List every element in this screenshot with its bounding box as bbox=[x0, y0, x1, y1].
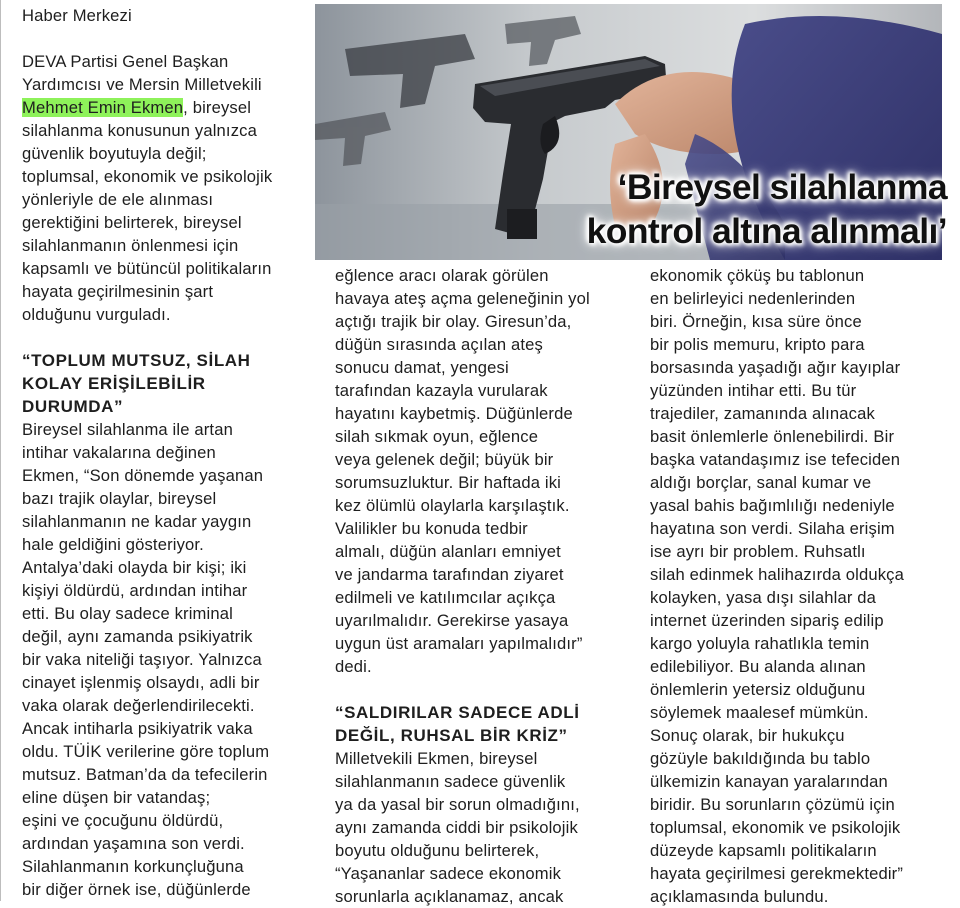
body-line: sorumsuzluktur. Bir haftada iki bbox=[335, 473, 561, 492]
body-line: değil, aynı zamanda psikiyatrik bbox=[22, 627, 253, 646]
body-line: Ancak intiharla psikiyatrik vaka bbox=[22, 719, 253, 738]
section-heading: “TOPLUM MUTSUZ, SİLAH bbox=[22, 351, 251, 370]
headline-line-1: ‘Bireysel silahlanma bbox=[617, 167, 947, 207]
body-line: biri. Örneğin, kısa süre önce bbox=[650, 312, 862, 331]
body-line: trajediler, zamanında alınacak bbox=[650, 404, 875, 423]
body-line: Ekmen, “Son dönemde yaşanan bbox=[22, 466, 264, 485]
body-line: kolayken, yasa dışı silahlar da bbox=[650, 588, 877, 607]
body-line: edilebiliyor. Bu alanda alınan bbox=[650, 657, 866, 676]
intro-line: silahlanmanın önlenmesi için bbox=[22, 236, 239, 255]
section-heading: DEĞİL, RUHSAL BİR KRİZ” bbox=[335, 726, 568, 745]
page-edge-rule bbox=[0, 0, 1, 901]
intro-line: kapsamlı ve bütüncül politikaların bbox=[22, 259, 272, 278]
body-line: eğlence aracı olarak görülen bbox=[335, 266, 549, 285]
body-line: vaka olarak değerlendirilecekti. bbox=[22, 696, 255, 715]
intro-line: güvenlik boyutuyla değil; bbox=[22, 144, 207, 163]
body-line: oldu. TÜİK verilerine göre toplum bbox=[22, 742, 270, 761]
body-line: ardından yaşamına son verdi. bbox=[22, 834, 245, 853]
body-line: bir polis memuru, kripto para bbox=[650, 335, 865, 354]
body-line: hayatını kaybetmiş. Düğünlerde bbox=[335, 404, 573, 423]
body-line: ise ayrı bir problem. Ruhsatlı bbox=[650, 542, 866, 561]
spacer bbox=[22, 27, 322, 50]
body-line: gözüyle bakıldığında bu tablo bbox=[650, 749, 871, 768]
spacer bbox=[335, 678, 635, 701]
body-line: silah sıkmak oyun, eğlence bbox=[335, 427, 539, 446]
body-line: açtığı trajik bir olay. Giresun’da, bbox=[335, 312, 572, 331]
body-line: ekonomik çöküş bu tablonun bbox=[650, 266, 865, 285]
body-line: Milletvekili Ekmen, bireysel bbox=[335, 749, 538, 768]
body-line: edilmeli ve katılımcılar açıkça bbox=[335, 588, 556, 607]
body-line: kargo yoluyla rahatlıkla temin bbox=[650, 634, 870, 653]
body-line: boyutu olduğunu belirterek, bbox=[335, 841, 540, 860]
body-line: bir vaka niteliği taşıyor. Yalnızca bbox=[22, 650, 262, 669]
spacer bbox=[22, 326, 322, 349]
middle-column bbox=[335, 264, 635, 908]
body-line: önlemlerin yetersiz olduğunu bbox=[650, 680, 866, 699]
body-line: eşini ve çocuğunu öldürdü, bbox=[22, 811, 224, 830]
body-line: yasal bahis bağımlılığı nedeniyle bbox=[650, 496, 895, 515]
body-line: biridir. Bu sorunların çözümü için bbox=[650, 795, 895, 814]
intro-line: toplumsal, ekonomik ve psikolojik bbox=[22, 167, 273, 186]
body-line: düzeyde kapsamlı politikaların bbox=[650, 841, 877, 860]
right-column bbox=[650, 264, 950, 908]
intro-line: Yardımcısı ve Mersin Milletvekili bbox=[22, 75, 262, 94]
body-line: bazı trajik olaylar, bireysel bbox=[22, 489, 217, 508]
intro-line: hayata geçirilmesinin şart bbox=[22, 282, 214, 301]
body-line: internet üzerinden sipariş edilip bbox=[650, 611, 884, 630]
intro-line: silahlanma konusunun yalnızca bbox=[22, 121, 257, 140]
body-line: toplumsal, ekonomik ve psikolojik bbox=[650, 818, 901, 837]
intro-tail: , bireysel bbox=[183, 98, 252, 117]
body-line: hayata geçirilmesi gerekmektedir” bbox=[650, 864, 904, 883]
body-line: havaya ateş açma geleneğinin yol bbox=[335, 289, 590, 308]
headline bbox=[527, 165, 947, 253]
body-line: borsasında yaşadığı ağır kayıplar bbox=[650, 358, 901, 377]
body-line: kez ölümlü olaylarla karşılaştık. bbox=[335, 496, 570, 515]
intro-line bbox=[22, 96, 322, 119]
body-line: hale geldiğini gösteriyor. bbox=[22, 535, 204, 554]
body-line: mutsuz. Batman’da da tefecilerin bbox=[22, 765, 268, 784]
body-line: Valilikler bu konuda tedbir bbox=[335, 519, 528, 538]
headline-line-2: kontrol altına alınmalı’ bbox=[586, 211, 947, 251]
section-heading: DURUMDA” bbox=[22, 397, 124, 416]
body-line: uyarılmalıdır. Gerekirse yasaya bbox=[335, 611, 569, 630]
body-line: dedi. bbox=[335, 657, 372, 676]
body-line: Bireysel silahlanma ile artan bbox=[22, 420, 233, 439]
body-line: sonucu damat, yengesi bbox=[335, 358, 509, 377]
body-line: ya da yasal bir sorun olmadığını, bbox=[335, 795, 580, 814]
body-line: açıklamasında bulundu. bbox=[650, 887, 829, 906]
body-line: basit önlemlerle önlenebilirdi. Bir bbox=[650, 427, 895, 446]
body-line: Silahlanmanın korkunçluğuna bbox=[22, 857, 244, 876]
body-line: ve jandarma tarafından ziyaret bbox=[335, 565, 564, 584]
body-line: uygun üst aramaları yapılmalıdır” bbox=[335, 634, 583, 653]
section-heading: KOLAY ERİŞİLEBİLİR bbox=[22, 374, 206, 393]
body-line: kişiyi öldürdü, ardından intihar bbox=[22, 581, 248, 600]
body-line: Sonuç olarak, bir hukukçu bbox=[650, 726, 845, 745]
body-line: “Yaşananlar sadece ekonomik bbox=[335, 864, 562, 883]
body-line: yüzünden intihar etti. Bu tür bbox=[650, 381, 857, 400]
body-line: aynı zamanda ciddi bir psikolojik bbox=[335, 818, 578, 837]
body-line: başka vatandaşımız ise tefeciden bbox=[650, 450, 901, 469]
section-heading: “SALDIRILAR SADECE ADLİ bbox=[335, 703, 580, 722]
intro-line: yönleriyle de ele alınması bbox=[22, 190, 214, 209]
intro-line: DEVA Partisi Genel Başkan bbox=[22, 52, 229, 71]
body-line: ülkemizin kanayan yaralarından bbox=[650, 772, 888, 791]
body-line: bir diğer örnek ise, düğünlerde bbox=[22, 880, 251, 899]
body-line: silahlanmanın sadece güvenlik bbox=[335, 772, 566, 791]
body-line: etti. Bu olay sadece kriminal bbox=[22, 604, 233, 623]
body-line: eline düşen bir vatandaş; bbox=[22, 788, 211, 807]
body-line: sorunlarla açıklanamaz, ancak bbox=[335, 887, 564, 906]
byline: Haber Merkezi bbox=[22, 6, 132, 25]
body-line: silah edinmek halihazırda oldukça bbox=[650, 565, 905, 584]
body-line: intihar vakalarına değinen bbox=[22, 443, 216, 462]
body-line: hayatına son verdi. Silaha erişim bbox=[650, 519, 895, 538]
left-column bbox=[22, 4, 322, 901]
body-line: cinayet işlenmiş olsaydı, adli bir bbox=[22, 673, 260, 692]
body-line: almalı, düğün alanları emniyet bbox=[335, 542, 561, 561]
intro-line: olduğunu vurguladı. bbox=[22, 305, 171, 324]
body-line: söylemek maalesef mümkün. bbox=[650, 703, 869, 722]
body-line: tarafından kazayla vurularak bbox=[335, 381, 548, 400]
intro-line: gerektiğini belirterek, bireysel bbox=[22, 213, 242, 232]
body-line: veya gelenek değil; büyük bir bbox=[335, 450, 554, 469]
body-line: silahlanmanın ne kadar yaygın bbox=[22, 512, 252, 531]
highlighted-name: Mehmet Emin Ekmen bbox=[22, 98, 184, 117]
body-line: aldığı borçlar, sanal kumar ve bbox=[650, 473, 872, 492]
body-line: Antalya’daki olayda bir kişi; iki bbox=[22, 558, 247, 577]
body-line: düğün sırasında açılan ateş bbox=[335, 335, 543, 354]
body-line: en belirleyici nedenlerinden bbox=[650, 289, 856, 308]
